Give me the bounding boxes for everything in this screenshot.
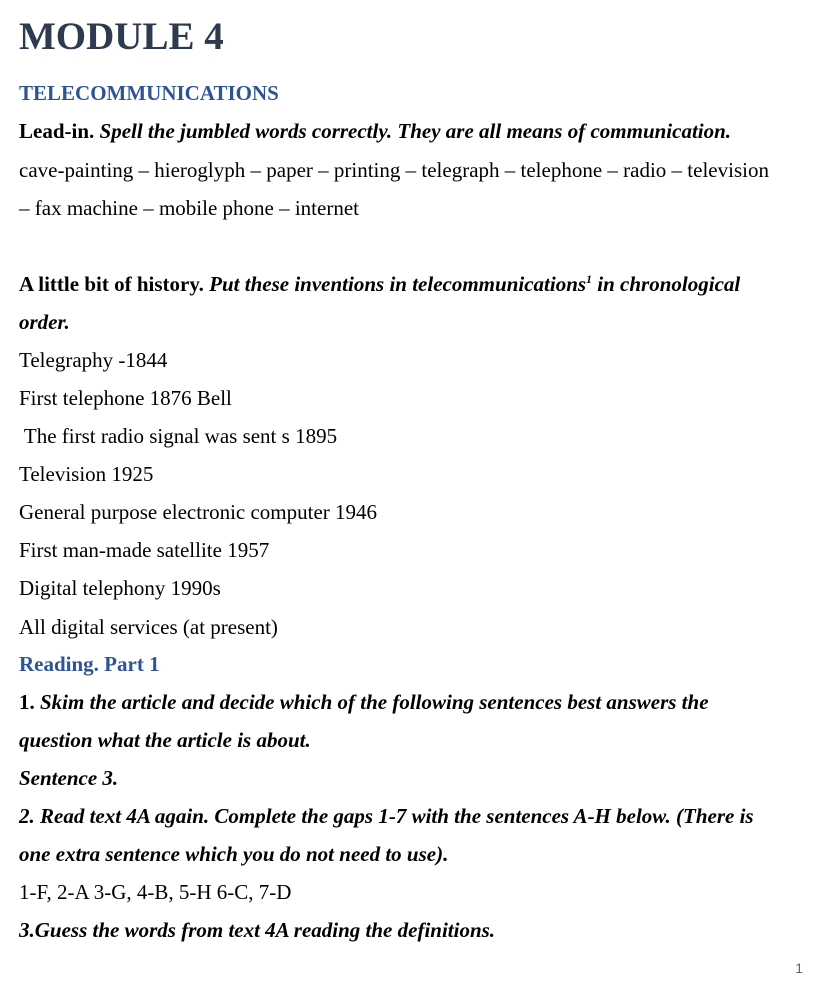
history-label: A little bit of history. [19,272,204,296]
history-item: Television 1925 [19,462,154,486]
history-item: Telegraphy -1844 [19,348,168,372]
footnote-mark[interactable]: 1 [586,272,593,286]
task-1-number: 1. [19,690,35,714]
page-number: 1 [795,960,803,976]
history-instruction-text: Put these inventions in telecommunications [209,272,587,296]
section-heading: TELECOMMUNICATIONS [19,81,279,105]
reading-heading: Reading. Part 1 [19,652,160,676]
lead-in-instruction: Spell the jumbled words correctly. They are all means of communication. [99,119,732,143]
task-2-line-1: 2. Read text 4A again. Complete the gaps 1-7 with the sentences A-H below. (There is [19,804,754,828]
word-list-line-2: – fax machine – mobile phone – internet [19,196,359,220]
task-1-text: Skim the article and decide which of the following sentences best answers the [40,690,709,714]
history-paragraph [19,271,740,297]
history-instruction-text-2: in chronological [597,272,741,296]
history-item: First telephone 1876 Bell [19,386,232,410]
task-1-answer: Sentence 3. [19,766,119,790]
history-item: First man-made satellite 1957 [19,538,270,562]
lead-in-paragraph [19,118,731,144]
task-3: 3.Guess the words from text 4A reading the definitions. [19,918,496,942]
history-item: The first radio signal was sent s 1895 [19,424,338,448]
history-item: All digital services (at present) [19,615,278,639]
history-item: Digital telephony 1990s [19,576,221,600]
task-1-line-1 [19,689,709,715]
lead-in-label: Lead-in. [19,119,95,143]
task-2-answer: 1-F, 2-A 3-G, 4-B, 5-H 6-C, 7-D [19,880,292,904]
history-instruction-line-2: order. [19,310,70,334]
history-item: General purpose electronic computer 1946 [19,500,378,524]
task-2-line-2: one extra sentence which you do not need to use). [19,842,449,866]
task-1-line-2: question what the article is about. [19,728,311,752]
word-list-line-1: cave-painting – hieroglyph – paper – printing – telegraph – telephone – radio – television [19,158,769,182]
page-title: MODULE 4 [19,15,224,58]
history-instruction [209,272,740,296]
